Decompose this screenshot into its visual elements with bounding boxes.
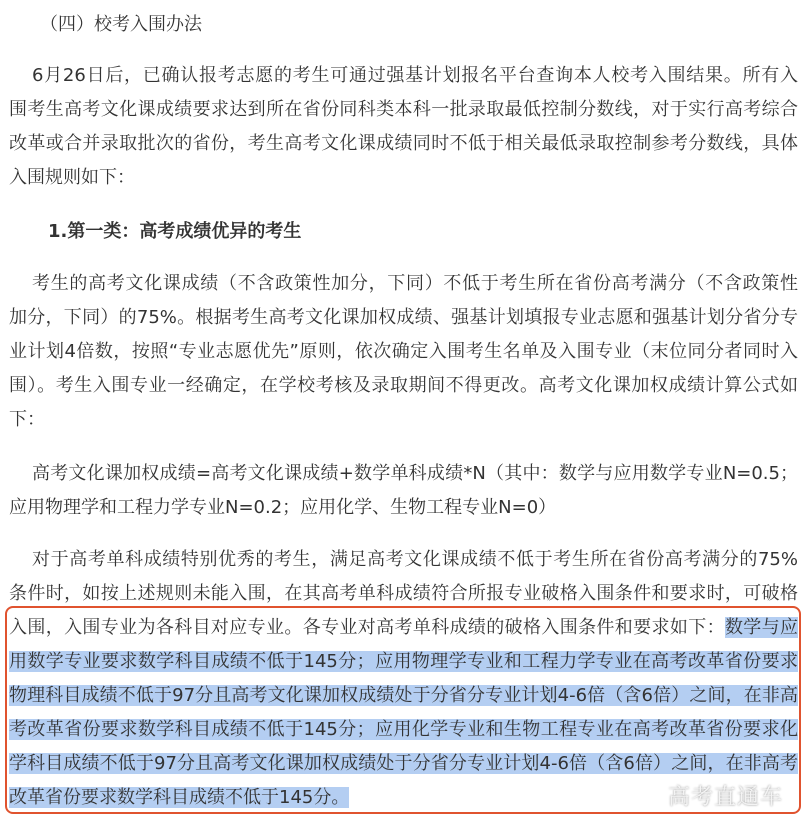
paragraph-4-line [9, 613, 798, 643]
watermark: 高考直通车 [668, 785, 784, 810]
highlighted-line [9, 715, 798, 745]
paragraph-2-line: 考生的高考文化课成绩（不含政策性加分，下同）不低于考生所在省份高考满分（不含政策性 [32, 273, 798, 294]
highlighted-line [9, 647, 798, 677]
formula-line: 高考文化课加权成绩=高考文化课成绩+数学单科成绩*N（其中：数学与应用数学专业N=0.5； [32, 463, 798, 484]
paragraph-1-line: 入围规则如下： [9, 167, 135, 188]
highlighted-line [9, 783, 349, 813]
paragraph-2-line: 业计划4倍数，按照“专业志愿优先”原则，依次确定入围考生名单及入围专业（末位同分者同时入 [9, 341, 798, 362]
paragraph-2-line: 下： [9, 409, 45, 430]
highlighted-text: 学科目成绩不低于97分且高考文化课加权成绩处于分省分专业计划4-6倍（含6倍）之间，在非高考 [9, 753, 798, 774]
plain-text: 入围，入围专业为各科目对应专业。各专业对高考单科成绩的破格入围条件和要求如下： [9, 617, 725, 638]
heading-category-1: 1.第一类：高考成绩优异的考生 [48, 221, 302, 242]
paragraph-4-line: 对于高考单科成绩特别优秀的考生，满足高考文化课成绩不低于考生所在省份高考满分的75% [32, 549, 798, 570]
paragraph-2-line: 围）。考生入围专业一经确定，在学校考核及录取期间不得更改。高考文化课加权成绩计算公式如 [9, 375, 798, 396]
paragraph-4-line: 条件时，如按上述规则未能入围，在其高考单科成绩符合所报专业破格入围条件和要求时，可破格 [9, 583, 798, 604]
paragraph-1-line: 6月26日后，已确认报考志愿的考生可通过强基计划报名平台查询本人校考入围结果。所有入 [32, 65, 798, 86]
paragraph-1-line: 改革或合并录取批次的省份，考生高考文化课成绩同时不低于相关最低录取控制参考分数线，具体 [9, 133, 798, 154]
formula-line: 应用物理学和工程力学专业N=0.2；应用化学、生物工程专业N=0） [9, 497, 557, 518]
highlighted-text: 考改革省份要求数学科目成绩不低于145分；应用化学专业和生物工程专业在高考改革省份要求化 [9, 719, 798, 740]
highlighted-text: 数学与应 [724, 617, 799, 638]
highlighted-line [9, 749, 798, 779]
highlighted-text: 物理科目成绩不低于97分且高考文化课加权成绩处于分省分专业计划4-6倍（含6倍）之间，在非高 [9, 685, 798, 706]
paragraph-2-line: 加分，下同）的75%。根据考生高考文化课加权成绩、强基计划填报专业志愿和强基计划分省分专 [9, 307, 798, 328]
paragraph-1-line: 围考生高考文化课成绩要求达到所在省份同科类本科一批录取最低控制分数线，对于实行高考综合 [9, 99, 798, 120]
highlighted-line [9, 681, 798, 711]
highlighted-text: 改革省份要求数学科目成绩不低于145分。 [9, 787, 350, 808]
highlighted-text: 用数学专业要求数学科目成绩不低于145分；应用物理学专业和工程力学专业在高考改革省份要求 [9, 651, 798, 672]
section-title: （四）校考入围办法 [40, 14, 202, 35]
